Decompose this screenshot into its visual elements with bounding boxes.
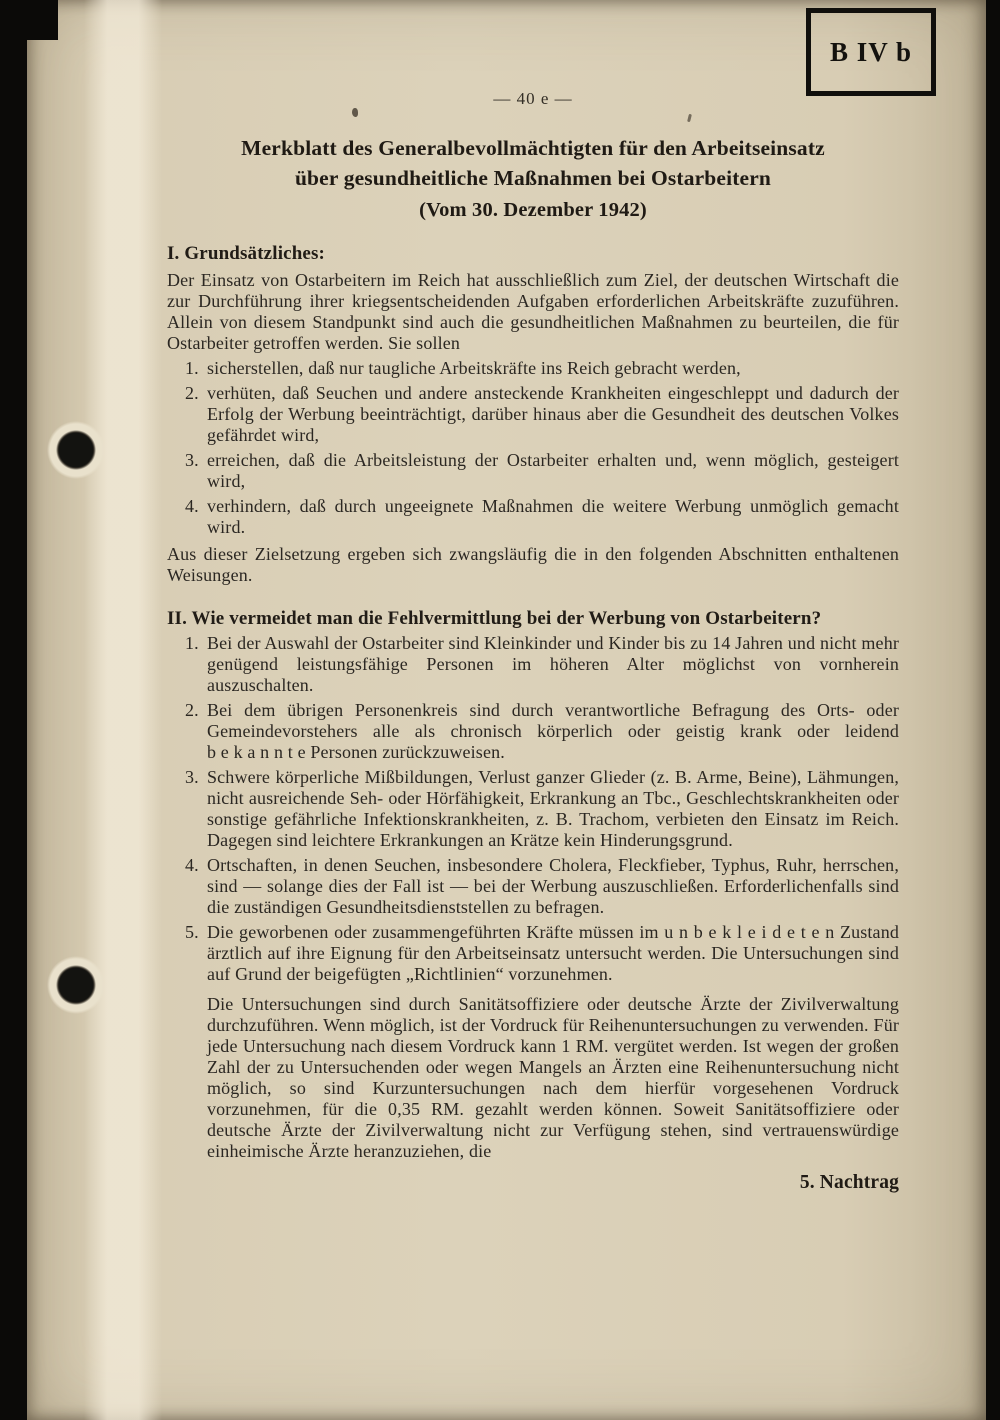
- item-text: Bei dem übrigen Personenkreis sind durch verantwortliche Befragung des Orts- oder Gemeindevorstehers alle als chronisch körperlich oder geistig krank oder leidend b e k a n n t e Personen zurückzuweisen.: [207, 700, 899, 762]
- section-2-list: [167, 633, 899, 985]
- list-item: [185, 922, 899, 985]
- list-item: [185, 450, 899, 492]
- page-number: — 40 e —: [493, 89, 573, 108]
- scanned-paper: [27, 0, 986, 1420]
- section-1-heading: I. Grundsätzliches:: [167, 243, 326, 264]
- item-text: sicherstellen, daß nur taugliche Arbeitskräfte ins Reich gebracht werden,: [207, 358, 741, 378]
- title-line-2: über gesundheitliche Maßnahmen bei Ostarbeitern: [294, 166, 772, 190]
- item-text: Ortschaften, in denen Seuchen, insbesondere Cholera, Fleckfieber, Typhus, Ruhr, herrschen, sind — solange dies der Fall ist — bei der Werbung auszuschließen. Erforderlichenfalls sind die zuständigen Gesundheitsdienststellen zu befragen.: [207, 855, 899, 917]
- section-1-outro: Aus dieser Zielsetzung ergeben sich zwangsläufig die in den folgenden Abschnitten enthaltenen Weisungen.: [167, 544, 899, 585]
- date-line: (Vom 30. Dezember 1942): [419, 199, 647, 221]
- list-item: [185, 855, 899, 918]
- section-1-intro: Der Einsatz von Ostarbeitern im Reich hat ausschließlich zum Ziel, der deutschen Wirtschaft die zur Durchführung ihrer kriegsentscheidenden Aufgaben erforderlichen Arbeitskräfte zuzuführen. Allein von diesem Standpunkt sind auch die gesundheitlichen Maßnahmen zu beurteilen, die für Ostarbeiter getroffen werden. Sie sollen: [167, 270, 899, 353]
- list-item: [185, 358, 899, 379]
- item-text: erreichen, daß die Arbeitsleistung der Ostarbeiter erhalten und, wenn möglich, gesteigert wird,: [207, 450, 899, 491]
- punch-hole-top: [47, 421, 105, 479]
- item-number: 3.: [185, 450, 199, 470]
- title-line-1: Merkblatt des Generalbevollmächtigten für den Arbeitseinsatz: [241, 136, 825, 160]
- list-item: [185, 767, 899, 851]
- list-item: [185, 633, 899, 696]
- list-item: [185, 496, 899, 538]
- item-number: 2.: [185, 700, 199, 720]
- item-number: 4.: [185, 496, 199, 516]
- item-number: 2.: [185, 383, 199, 403]
- item-number: 4.: [185, 855, 199, 875]
- punch-hole-bottom: [47, 956, 105, 1014]
- item-text: Schwere körperliche Mißbildungen, Verlust ganzer Glieder (z. B. Arme, Beine), Lähmungen, nicht ausreichende Seh- oder Hörfähigkeit, Erkrankung an Tbc., Geschlechtskrankheiten oder sonstige gefährliche Infektionskrankheiten, z. B. Trachom, verbieten den Einsatz im Reich. Dagegen sind leichtere Erkrankungen an Krätze kein Hinderungsgrund.: [207, 767, 899, 850]
- item-text: verhindern, daß durch ungeeignete Maßnahmen die weitere Werbung unmöglich gemacht wird.: [207, 496, 899, 537]
- section-2-continuation: Die Untersuchungen sind durch Sanitätsoffiziere oder deutsche Ärzte der Zivilverwaltung durchzuführen. Wenn möglich, ist der Vordruck für Reihenuntersuchungen zu verwenden. Für jede Untersuchung nach diesem Vordruck kann 1 RM. vergütet werden. Ist wegen der großen Zahl der zu Untersuchenden oder wegen Mangels an Ärzten eine Reihenuntersuchung nicht möglich, so sind Kurzuntersuchungen nach dem hierfür vorgesehenen Vordruck vorzunehmen, für die 0,35 RM. gezahlt werden können. Soweit Sanitätsoffiziere oder deutsche Ärzte der Zivilverwaltung nicht zur Verfügung stehen, sind vertrauenswürdige einheimische Ärzte heranzuziehen, die: [207, 994, 899, 1161]
- supplement-label: 5. Nachtrag: [799, 1172, 899, 1193]
- binding-fold-strip: [84, 0, 162, 1420]
- document-body: [167, 0, 899, 1193]
- section-2-heading: II. Wie vermeidet man die Fehlvermittlung bei der Werbung von Ostarbeitern?: [167, 608, 822, 629]
- item-text: verhüten, daß Seuchen und andere ansteckende Krankheiten eingeschleppt und dadurch der Erfolg der Werbung beeinträchtigt, darüber hinaus aber die Gesundheit des deutschen Volkes gefährdet wird,: [207, 383, 899, 445]
- classification-label: B IV b: [829, 36, 913, 67]
- scan-corner-shadow: [0, 0, 58, 40]
- item-number: 5.: [185, 922, 199, 942]
- item-text: Die geworbenen oder zusammengeführten Kräfte müssen im u n b e k l e i d e t e n Zustand ärztlich auf ihre Eignung für den Arbeitseinsatz untersucht werden. Die Untersuchungen sind auf Grund der beigefügten „Richtlinien“ vorzunehmen.: [207, 922, 899, 984]
- item-number: 3.: [185, 767, 199, 787]
- item-number: 1.: [185, 358, 199, 378]
- item-number: 1.: [185, 633, 199, 653]
- list-item: [185, 700, 899, 763]
- section-1-list: [167, 358, 899, 538]
- document-title: [167, 133, 899, 193]
- list-item: [185, 383, 899, 446]
- classification-box: [806, 8, 936, 96]
- item-text: Bei der Auswahl der Ostarbeiter sind Kleinkinder und Kinder bis zu 14 Jahren und nicht mehr genügend leistungsfähige Personen im höheren Alter möglichst von vornherein auszuschalten.: [207, 633, 899, 695]
